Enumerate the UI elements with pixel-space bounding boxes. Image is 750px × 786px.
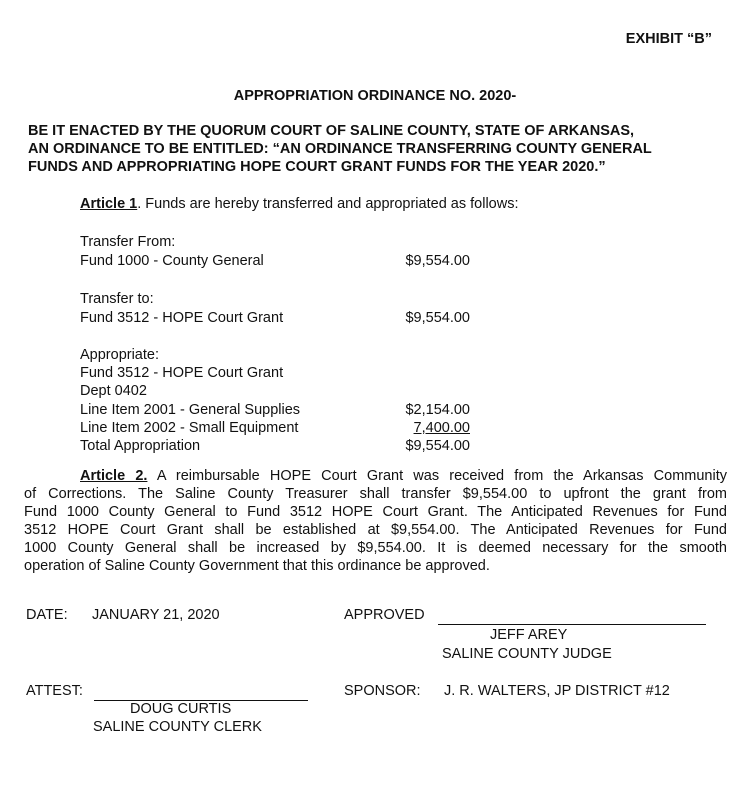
article-2-paragraph <box>24 467 727 575</box>
total-appropriation-label: Total Appropriation <box>80 438 201 454</box>
attest-label: ATTEST: <box>26 683 83 699</box>
line-item-amount: $2,154.00 <box>405 402 470 418</box>
enactment-clause <box>28 122 728 176</box>
article-2-line: operation of Saline County Government that this ordinance be approved. <box>24 558 490 574</box>
enactment-line: FUNDS AND APPROPRIATING HOPE COURT GRANT FUNDS FOR THE YEAR 2020.” <box>28 159 606 175</box>
judge-name: JEFF AREY <box>490 627 568 643</box>
line-item-label: Line Item 2001 - General Supplies <box>80 402 301 418</box>
appropriate-fund: Fund 3512 - HOPE Court Grant <box>80 365 284 381</box>
attest-signature-line <box>94 683 308 701</box>
transfer-to-amount: $9,554.00 <box>405 310 470 326</box>
approved-label: APPROVED <box>344 607 425 623</box>
sponsor-value: J. R. WALTERS, JP DISTRICT #12 <box>444 683 670 699</box>
appropriate-dept: Dept 0402 <box>80 383 147 399</box>
article-2-line: 1000 County General shall be increased by $9,554.00. It is deemed necessary for the smooth <box>24 540 727 556</box>
transfer-from-fund: Fund 1000 - County General <box>80 253 264 269</box>
total-appropriation-amount: $9,554.00 <box>405 438 470 454</box>
article-1-intro-text: . Funds are hereby transferred and appropriated as follows: <box>137 196 519 212</box>
line-item-amount: 7,400.00 <box>413 420 470 436</box>
enactment-line: AN ORDINANCE TO BE ENTITLED: “AN ORDINANCE TRANSFERRING COUNTY GENERAL <box>28 141 652 157</box>
exhibit-label: EXHIBIT “B” <box>625 31 712 47</box>
article-2-heading: Article 2. <box>80 468 148 484</box>
transfer-to-label: Transfer to: <box>80 291 154 307</box>
ordinance-title: APPROPRIATION ORDINANCE NO. 2020- <box>233 88 517 104</box>
enactment-line: BE IT ENACTED BY THE QUORUM COURT OF SALINE COUNTY, STATE OF ARKANSAS, <box>28 123 635 139</box>
article-2-line: 3512 HOPE Court Grant shall be established at $9,554.00. The Anticipated Revenues for Fund <box>24 522 727 538</box>
article-2-line: Article 2. A reimbursable HOPE Court Grant was received from the Arkansas Community <box>80 468 727 484</box>
line-item-label: Line Item 2002 - Small Equipment <box>80 420 299 436</box>
article-2-line: Fund 1000 County General to Fund 3512 HOPE Court Grant. The Anticipated Revenues for Fund <box>24 504 727 520</box>
approved-signature-line <box>438 607 706 625</box>
sponsor-label: SPONSOR: <box>344 683 421 699</box>
clerk-title: SALINE COUNTY CLERK <box>93 719 262 735</box>
transfer-from-label: Transfer From: <box>80 234 176 250</box>
clerk-name: DOUG CURTIS <box>130 701 232 717</box>
article-2-line: of Corrections. The Saline County Treasurer shall transfer $9,554.00 to upfront the grant from <box>24 486 727 502</box>
date-label: DATE: <box>26 607 68 623</box>
article-1-heading: Article 1 <box>80 196 138 212</box>
article-1-intro <box>80 196 518 212</box>
date-value: JANUARY 21, 2020 <box>92 607 220 623</box>
judge-title: SALINE COUNTY JUDGE <box>442 646 612 662</box>
appropriate-label: Appropriate: <box>80 347 159 363</box>
transfer-from-amount: $9,554.00 <box>405 253 470 269</box>
transfer-to-fund: Fund 3512 - HOPE Court Grant <box>80 310 284 326</box>
